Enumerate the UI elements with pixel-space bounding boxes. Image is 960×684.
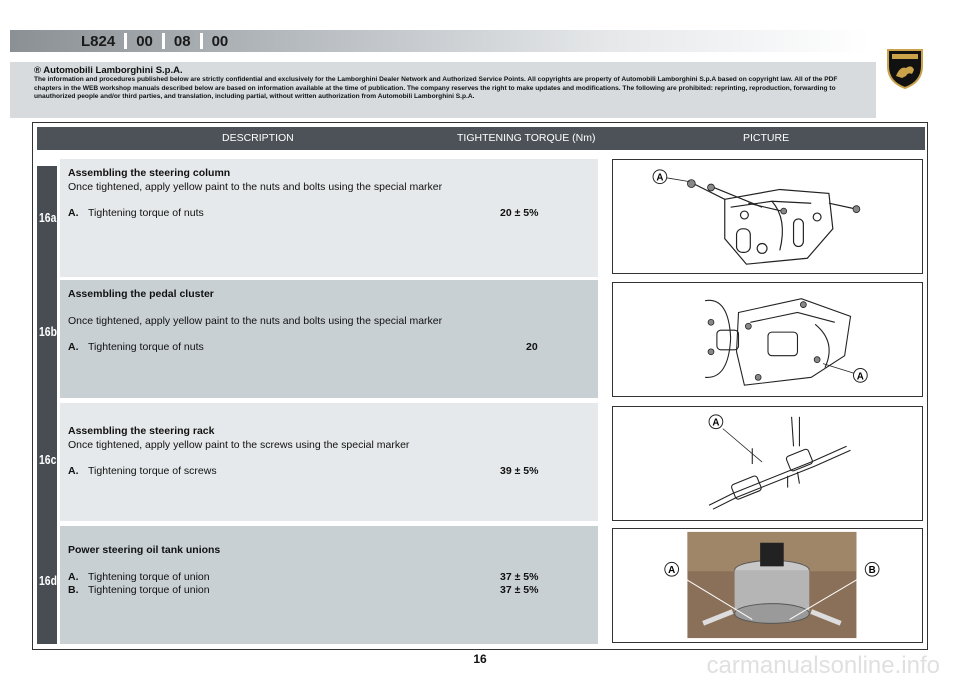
steering-rack-diagram — [612, 406, 923, 521]
callout-label: B — [868, 565, 876, 577]
header-description: DESCRIPTION — [222, 132, 294, 144]
row-note: Once tightened, apply yellow paint to the nuts and bolts using the special marker — [68, 180, 443, 193]
copyright-notice — [10, 62, 876, 118]
section-code: 16a — [39, 210, 57, 225]
callout-label: A — [656, 172, 664, 184]
torque-item — [68, 571, 590, 585]
header-picture: PICTURE — [743, 132, 790, 144]
torque-item — [68, 341, 590, 355]
table-header — [37, 127, 925, 150]
code-subsection: 00 — [211, 32, 229, 50]
item-text: Tightening torque of nuts — [88, 207, 204, 219]
row-title: Power steering oil tank unions — [68, 544, 221, 556]
item-letter: B. — [68, 584, 79, 596]
item-letter: A. — [68, 570, 79, 583]
item-text: Tightening torque of nuts — [88, 341, 204, 353]
torque-item — [68, 207, 590, 221]
item-letter: A. — [68, 341, 79, 353]
code-group: 00 — [136, 32, 153, 50]
code-section: 08 — [173, 32, 191, 50]
item-torque: 37 ± 5% — [500, 584, 539, 596]
row-title: Assembling the pedal cluster — [68, 288, 214, 300]
callout-label: A — [668, 565, 676, 577]
oil-tank-photo — [612, 528, 923, 643]
item-torque: 20 — [526, 341, 538, 353]
item-text: Tightening torque of screws — [88, 465, 217, 477]
row-title: Assembling the steering rack — [68, 425, 215, 437]
callout-label: A — [856, 371, 864, 383]
callout-label: A — [712, 417, 720, 429]
steering-column-diagram — [612, 159, 923, 274]
item-text: Tightening torque of union — [88, 570, 210, 583]
copyright-text: The information and procedures published below are strictly confidential and exclusively for the Lamborghini Dealer Network and Authorized Service Points. All copyrights are property of Automobili Lamborghini S.p.A based on copyright law. All of the PDF chapters in the WEB workshop manuals described below are based on information available at the time of publication. The company reserves the right to make updates and modifications. The following are prohibited: reprinting, reproduction, forwarding to unauthorized people and/or third parties, and translation, including partial, without written authorization from Automobili Lamborghini S.p.A. — [34, 76, 838, 101]
row-note: Once tightened, apply yellow paint to the screws using the special marker — [68, 438, 410, 451]
lamborghini-logo — [884, 46, 926, 90]
section-code: 16b — [39, 324, 57, 339]
row-note: Once tightened, apply yellow paint to the nuts and bolts using the special marker — [68, 314, 443, 327]
torque-item — [68, 465, 590, 479]
copyright-title: ® Automobili Lamborghini S.p.A. — [34, 65, 183, 76]
section-code: 16d — [39, 573, 57, 588]
item-torque: 37 ± 5% — [500, 570, 539, 583]
table-row — [60, 159, 598, 277]
item-letter: A. — [68, 207, 79, 219]
table-row — [60, 526, 598, 644]
header-torque: TIGHTENING TORQUE (Nm) — [457, 132, 596, 144]
item-text: Tightening torque of union — [88, 584, 210, 596]
table-row — [60, 280, 598, 398]
row-title: Assembling the steering column — [68, 167, 231, 179]
torque-item — [68, 584, 590, 598]
code-model: L824 — [81, 32, 116, 50]
page-number: 16 — [473, 652, 487, 666]
section-code: 16c — [39, 452, 57, 467]
pedal-cluster-diagram — [612, 282, 923, 397]
item-letter: A. — [68, 465, 79, 477]
document-code — [72, 31, 237, 51]
table-row — [60, 403, 598, 521]
watermark: carmanualsonline.info — [706, 652, 940, 679]
item-torque: 20 ± 5% — [500, 207, 539, 219]
item-torque: 39 ± 5% — [500, 465, 539, 477]
